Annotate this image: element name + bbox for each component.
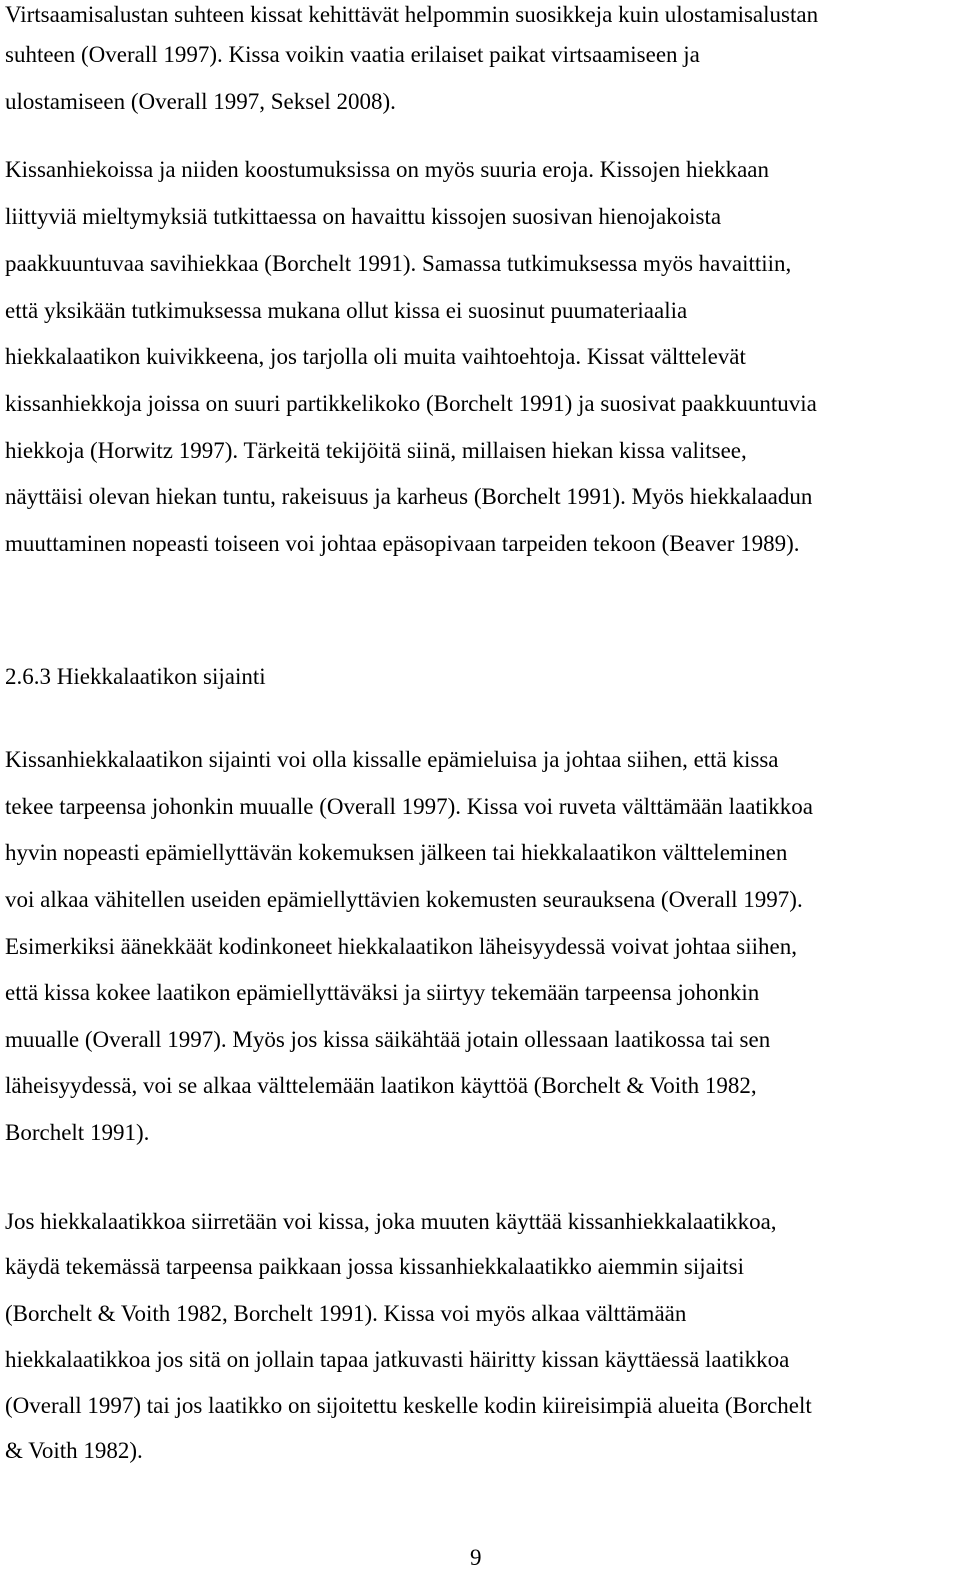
text-line: Esimerkiksi äänekkäät kodinkoneet hiekkalaatikon läheisyydessä voivat johtaa siihen, — [5, 934, 797, 959]
text-line: Jos hiekkalaatikkoa siirretään voi kissa, joka muuten käyttää kissanhiekkalaatikkoa, — [5, 1209, 777, 1234]
text-line: kissanhiekkoja joissa on suuri partikkelikoko (Borchelt 1991) ja suosivat paakkuuntuvia — [5, 391, 817, 416]
text-line: & Voith 1982). — [5, 1438, 143, 1463]
text-line: voi alkaa vähitellen useiden epämiellyttävien kokemusten seurauksena (Overall 1997). — [5, 887, 803, 912]
text-line: hyvin nopeasti epämiellyttävän kokemuksen jälkeen tai hiekkalaatikon vältteleminen — [5, 840, 788, 865]
text-line: (Borchelt & Voith 1982, Borchelt 1991). Kissa voi myös alkaa välttämään — [5, 1301, 687, 1326]
text-line: ulostamiseen (Overall 1997, Seksel 2008). — [5, 89, 396, 114]
text-line: Kissanhiekoissa ja niiden koostumuksissa on myös suuria eroja. Kissojen hiekkaan — [5, 157, 770, 182]
text-line: käydä tekemässä tarpeensa paikkaan jossa kissanhiekkalaatikko aiemmin sijaitsi — [5, 1254, 744, 1279]
text-line: läheisyydessä, voi se alkaa välttelemään laatikon käyttöä (Borchelt & Voith 1982, — [5, 1073, 757, 1098]
page-number: 9 — [470, 1545, 482, 1570]
text-line: Virtsaamisalustan suhteen kissat kehittävät helpommin suosikkeja kuin ulostamisalustan — [5, 2, 819, 27]
text-line: suhteen (Overall 1997). Kissa voikin vaatia erilaiset paikat virtsaamiseen ja — [5, 42, 700, 67]
text-line: näyttäisi olevan hiekan tuntu, rakeisuus ja karheus (Borchelt 1991). Myös hiekkalaadun — [5, 484, 813, 509]
text-line: että yksikään tutkimuksessa mukana ollut kissa ei suosinut puumateriaalia — [5, 298, 688, 323]
text-line: hiekkalaatikon kuivikkeena, jos tarjolla oli muita vaihtoehtoja. Kissat välttelevät — [5, 344, 746, 369]
text-line: muualle (Overall 1997). Myös jos kissa säikähtää jotain ollessaan laatikossa tai sen — [5, 1027, 771, 1052]
text-line: paakkuuntuvaa savihiekkaa (Borchelt 1991). Samassa tutkimuksessa myös havaittiin, — [5, 251, 792, 276]
text-line: (Overall 1997) tai jos laatikko on sijoitettu keskelle kodin kiireisimpiä alueita (Borchelt — [5, 1393, 812, 1418]
section-heading: 2.6.3 Hiekkalaatikon sijainti — [5, 664, 266, 689]
text-line: muuttaminen nopeasti toiseen voi johtaa epäsopivaan tarpeiden tekoon (Beaver 1989). — [5, 531, 800, 556]
text-line: Borchelt 1991). — [5, 1120, 150, 1145]
text-line: liittyviä mieltymyksiä tutkittaessa on havaittu kissojen suosivan hienojakoista — [5, 204, 722, 229]
text-line: että kissa kokee laatikon epämiellyttäväksi ja siirtyy tekemään tarpeensa johonkin — [5, 980, 760, 1005]
text-line: tekee tarpeensa johonkin muualle (Overall 1997). Kissa voi ruveta välttämään laatikkoa — [5, 794, 813, 819]
text-line: hiekkalaatikkoa jos sitä on jollain tapaa jatkuvasti häiritty kissan käyttäessä laatikkoa — [5, 1347, 790, 1372]
text-line: Kissanhiekkalaatikon sijainti voi olla kissalle epämieluisa ja johtaa siihen, että kissa — [5, 747, 779, 772]
text-line: hiekkoja (Horwitz 1997). Tärkeitä tekijöitä siinä, millaisen hiekan kissa valitsee, — [5, 438, 747, 463]
